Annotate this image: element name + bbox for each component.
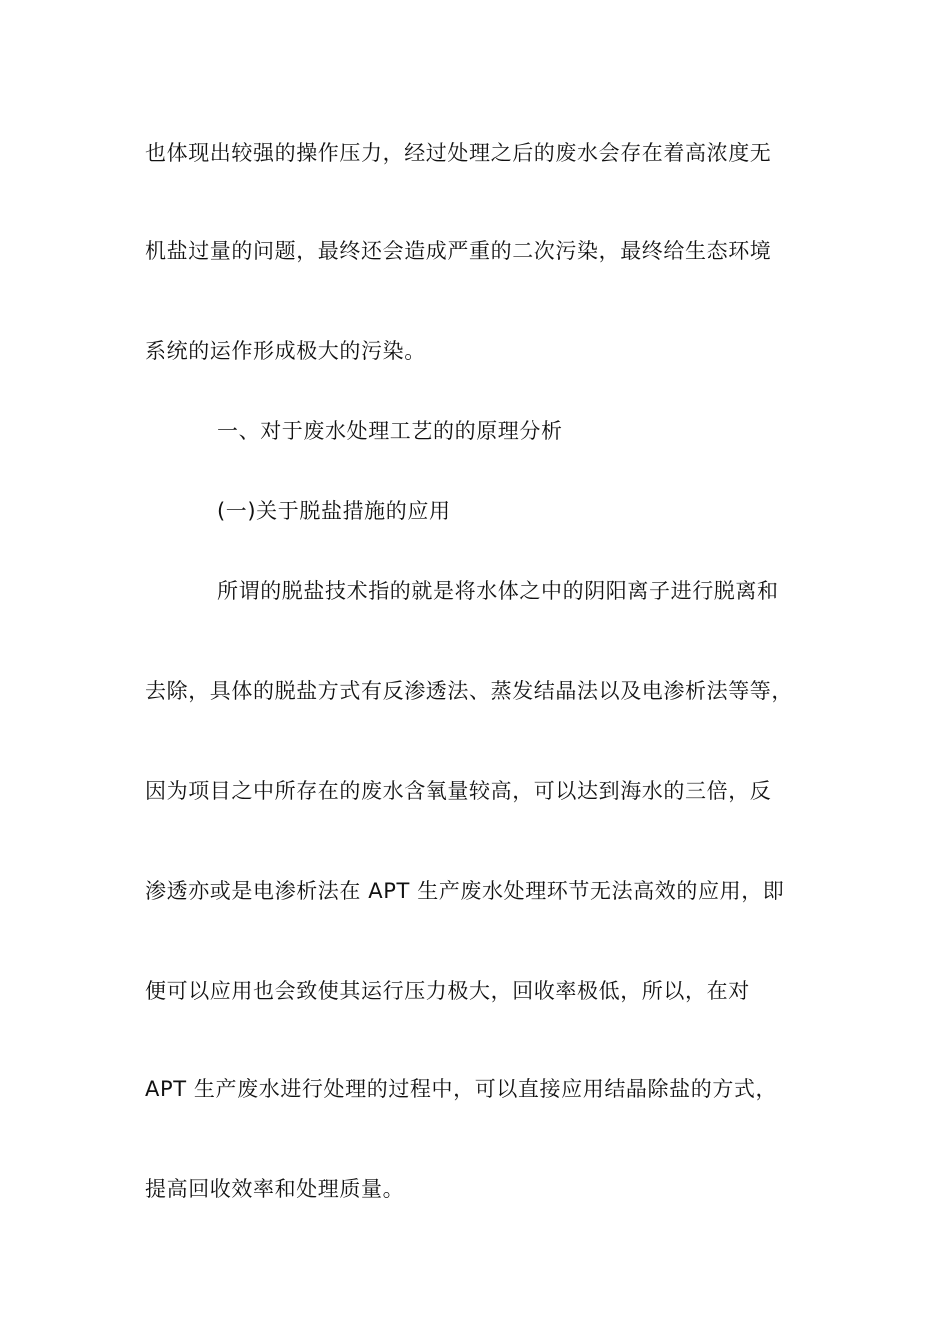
paragraph-line: 便可以应用也会致使其运行压力极大，回收率极低，所以，在对 bbox=[145, 979, 750, 1003]
paragraph-line: 系统的运作形成极大的污染。 bbox=[145, 339, 426, 363]
paragraph-line: 也体现出较强的操作压力，经过处理之后的废水会存在着高浓度无 bbox=[145, 141, 772, 165]
paragraph-line: APT 生产废水进行处理的过程中，可以直接应用结晶除盐的方式， bbox=[145, 1077, 778, 1101]
paragraph-line: 所谓的脱盐技术指的就是将水体之中的阴阳离子进行脱离和 bbox=[217, 579, 779, 603]
paragraph-line: 提高回收效率和处理质量。 bbox=[145, 1177, 405, 1201]
paragraph-line: 去除，具体的脱盐方式有反渗透法、蒸发结晶法以及电渗析法等等， bbox=[145, 679, 793, 703]
paragraph-line: 机盐过量的问题，最终还会造成严重的二次污染，最终给生态环境 bbox=[145, 239, 772, 263]
paragraph-line: 渗透亦或是电渗析法在 APT 生产废水处理环节无法高效的应用，即 bbox=[145, 879, 785, 903]
subsection-heading: (一)关于脱盐措施的应用 bbox=[217, 499, 451, 523]
paragraph-line: 因为项目之中所存在的废水含氧量较高，可以达到海水的三倍，反 bbox=[145, 779, 772, 803]
section-heading: 一、对于废水处理工艺的的原理分析 bbox=[217, 419, 563, 443]
